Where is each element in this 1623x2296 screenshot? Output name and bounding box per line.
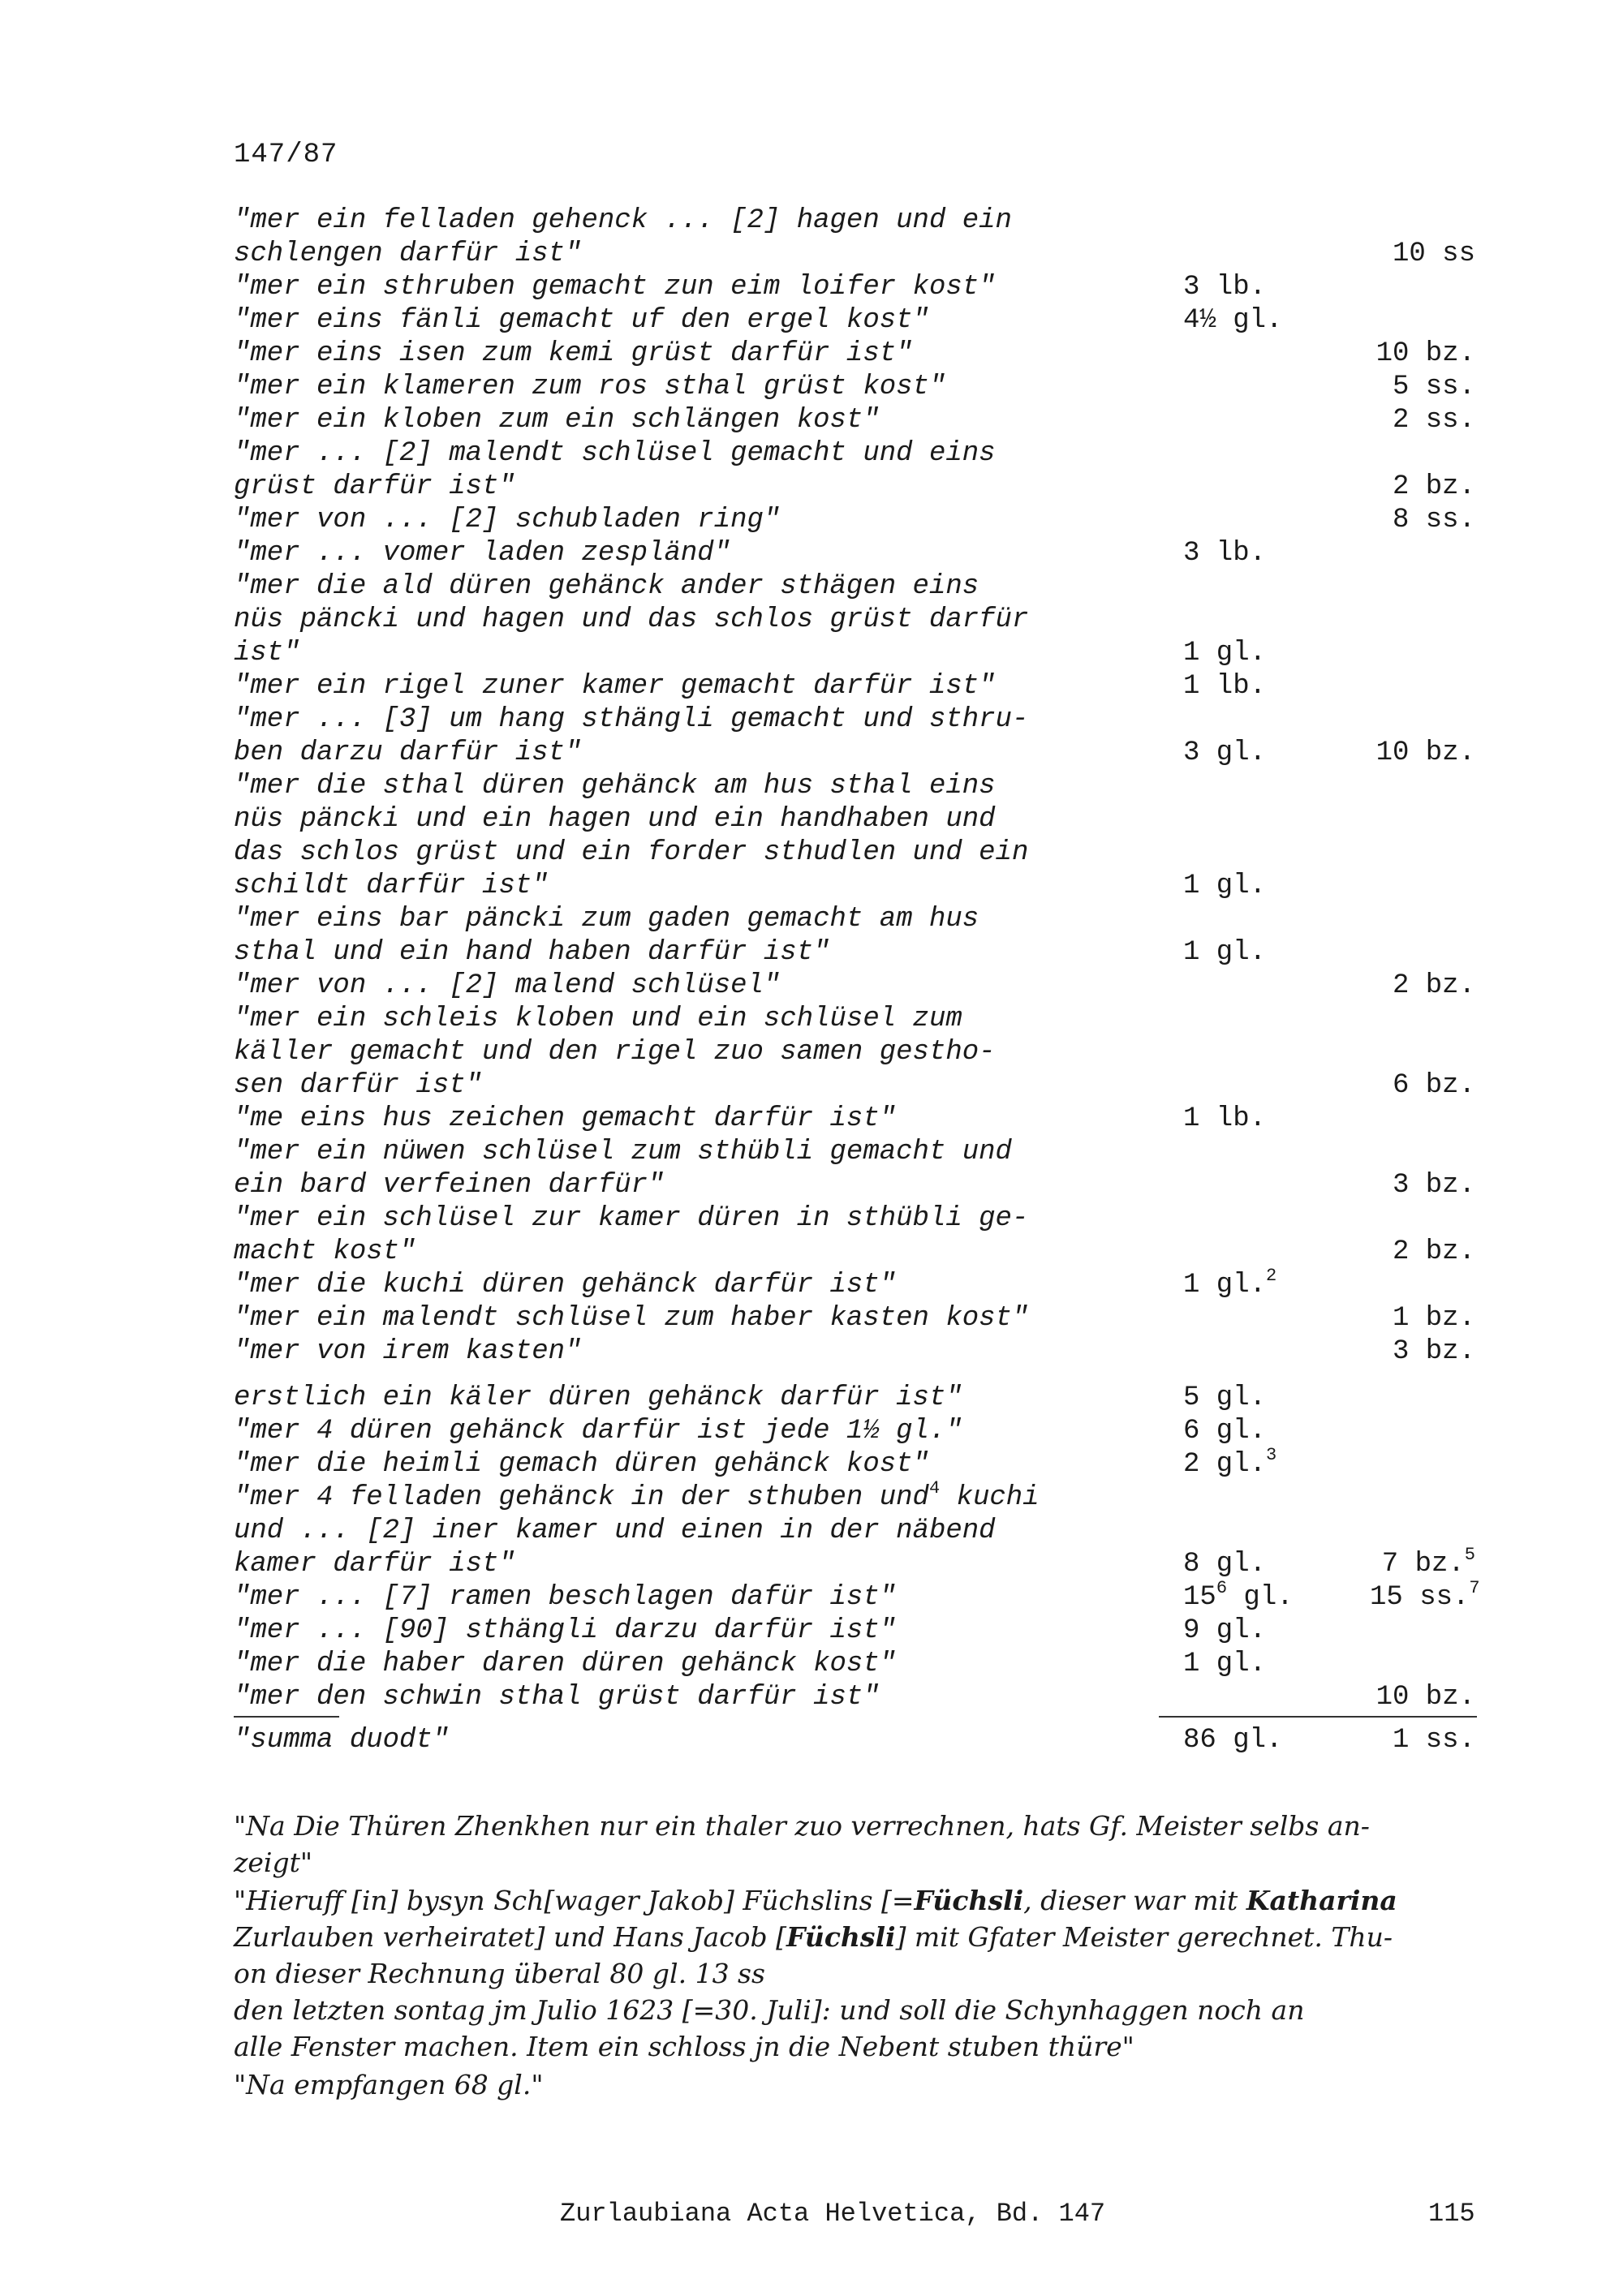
ledger-row: [234, 1445, 1475, 1481]
entry-text: schildt darfür ist": [234, 871, 549, 901]
ledger-row: [234, 1382, 1475, 1415]
ledger-row: [234, 1302, 1475, 1335]
ledger-row: [234, 1545, 1475, 1581]
footnote-marker: 6: [1216, 1578, 1228, 1598]
entry-text: käller gemacht und den rigel zuo samen gestho-: [234, 1037, 996, 1068]
ledger-row: [234, 1578, 1480, 1615]
entry-amount: 1 gl.: [1183, 937, 1267, 968]
ledger-row: [234, 271, 1475, 304]
entry-text: "mer die heimli gemach düren gehänck kost": [234, 1449, 929, 1480]
ledger-row: [234, 570, 1475, 604]
entry-small-amount: 10 bz.: [1375, 737, 1475, 768]
entry-text: schlengen darfür ist": [234, 239, 582, 269]
footnote-marker: 2: [1266, 1266, 1277, 1286]
entry-text: "mer ... [2] malendt schlüsel gemacht und eins: [234, 438, 996, 469]
entry-small-amount: 15 ss.$^7$: [1370, 1578, 1480, 1613]
sum-label: "summa duodt": [234, 1725, 450, 1756]
ledger-row: [234, 1036, 1475, 1069]
entry-text: "mer die ald düren gehänck ander sthägen eins: [234, 571, 979, 602]
entry-text: sthal und ein hand haben darfür ist": [234, 937, 830, 968]
ledger-row: [234, 338, 1475, 371]
ledger-row: [234, 471, 1475, 504]
sum-small-amount: 1 ss.: [1392, 1725, 1475, 1756]
entry-text: ein bard verfeinen darfür": [234, 1170, 665, 1201]
entry-amount: 3 lb.: [1183, 272, 1267, 303]
ledger-row: [234, 1335, 1475, 1369]
footnote-marker: 3: [1266, 1445, 1277, 1465]
ledger-row: [234, 836, 1475, 870]
ledger-row: [234, 504, 1475, 537]
ledger-row: [234, 936, 1475, 970]
ledger-row: [234, 1478, 1475, 1515]
ledger-row: [234, 970, 1475, 1003]
ledger-row: [234, 903, 1475, 936]
entry-small-amount: 5 ss.: [1392, 372, 1475, 402]
entry-small-amount: 3 bz.: [1392, 1170, 1475, 1201]
entry-small-amount: 2 bz.: [1392, 1236, 1475, 1267]
ledger-row: [234, 1069, 1475, 1103]
entry-text: "mer ein klameren zum ros sthal grüst kost": [234, 372, 946, 402]
entry-amount: 1 lb.: [1183, 1103, 1267, 1134]
entry-small-amount: 2 ss.: [1392, 405, 1475, 436]
journal-footer: Zurlaubiana Acta Helvetica, Bd. 147: [560, 2199, 1106, 2229]
entry-small-amount: 10 bz.: [1375, 338, 1475, 369]
entry-text: "mer eins fänli gemacht uf den ergel kost": [234, 305, 929, 336]
ledger-row: [234, 1136, 1475, 1169]
entry-small-amount: 7 bz.$^5$: [1381, 1545, 1475, 1580]
sum-amount: 86 gl.: [1183, 1725, 1283, 1756]
entry-text: "mer ... [7] ramen beschlagen dafür ist": [234, 1582, 897, 1613]
ledger-row: [234, 737, 1475, 770]
ledger-row: [234, 1236, 1475, 1269]
entry-small-amount: 10 ss: [1392, 239, 1475, 269]
ledger-row: [234, 371, 1475, 404]
entry-text: erstlich ein käler düren gehänck darfür ist": [234, 1382, 962, 1413]
entry-text: "mer von ... [2] schubladen ring": [234, 505, 781, 535]
entry-amount: $15^6$ gl.: [1183, 1578, 1294, 1613]
ledger-row: [234, 304, 1475, 338]
entry-text: "mer ein schleis kloben und ein schlüsel zum: [234, 1004, 962, 1034]
sum-line: [1159, 1716, 1477, 1718]
entry-text: "mer ein schlüsel zur kamer düren in sthübli ge-: [234, 1203, 1029, 1234]
underline-left: [234, 1716, 339, 1718]
footnote-marker: 5: [1464, 1545, 1475, 1565]
entry-text: und ... [2] iner kamer und einen in der näbend: [234, 1516, 996, 1546]
entry-amount: 5 gl.: [1183, 1382, 1267, 1413]
ledger-row: [234, 1103, 1475, 1136]
entry-amount: 3 lb.: [1183, 538, 1267, 569]
ledger-row: [234, 1003, 1475, 1036]
entry-text: kamer darfür ist": [234, 1549, 515, 1580]
entry-text: "mer ein rigel zuner kamer gemacht darfür ist": [234, 671, 996, 702]
page-reference: 147/87: [234, 140, 338, 170]
entry-amount: 1 gl.: [1183, 871, 1267, 901]
footnote-marker: 4: [928, 1478, 941, 1498]
ledger-row: [234, 670, 1475, 703]
entry-text: "mer ein malendt schlüsel zum haber kasten kost": [234, 1303, 1029, 1334]
entry-text: das schlos grüst und ein forder sthudlen und ein: [234, 837, 1029, 868]
entry-text: ist": [234, 638, 300, 669]
entry-text: "mer ein sthruben gemacht zun eim loifer kost": [234, 272, 996, 303]
entry-text: "mer ein kloben zum ein schlängen kost": [234, 405, 880, 436]
entry-amount: 1 gl.: [1183, 1649, 1267, 1679]
ledger-row: [234, 1681, 1475, 1714]
rule-wrap: [234, 1714, 1475, 1724]
entry-small-amount: 3 bz.: [1392, 1336, 1475, 1367]
ledger-row: [234, 637, 1475, 670]
entry-text: "mer ein nüwen schlüsel zum sthübli gemacht und: [234, 1137, 1012, 1167]
ledger-row: [234, 870, 1475, 903]
entry-text: macht kost": [234, 1236, 416, 1267]
ledger-row: [234, 1515, 1475, 1548]
entry-text: "me eins hus zeichen gemacht darfür ist": [234, 1103, 897, 1134]
ledger-entries: [234, 204, 1480, 1757]
entry-amount: 3 gl.: [1183, 737, 1267, 768]
entry-small-amount: 2 bz.: [1392, 471, 1475, 502]
page-number: 115: [1428, 2199, 1475, 2229]
sum-row: [234, 1724, 1475, 1757]
ledger-row: [234, 1648, 1475, 1681]
entry-amount: 8 gl.: [1183, 1549, 1267, 1580]
entry-text: "mer eins bar päncki zum gaden gemacht am hus: [234, 904, 979, 935]
entry-text: sen darfür ist": [234, 1070, 483, 1101]
entry-small-amount: 10 bz.: [1375, 1682, 1475, 1713]
entry-amount: 1 gl.$^2$: [1183, 1266, 1277, 1301]
entry-text: "mer die haber daren düren gehänck kost": [234, 1649, 897, 1679]
section-gap: [234, 1369, 1475, 1382]
entry-text: "mer 4 felladen gehänck in der sthuben und$^4$ kuchi: [234, 1478, 1040, 1513]
entry-small-amount: 2 bz.: [1392, 970, 1475, 1001]
ledger-row: [234, 803, 1475, 836]
ledger-row: [234, 770, 1475, 803]
entry-amount: 1 gl.: [1183, 638, 1267, 669]
note-line: "Na Die Thüren Zhenkhen nur ein thaler zuo verrechnen, hats Gf. Meister selbs an- zeigt": [234, 1810, 1370, 1878]
ledger-row: [234, 1615, 1475, 1648]
entry-text: nüs päncki und ein hagen und ein handhaben und: [234, 804, 996, 835]
note-line: "Na empfangen 68 gl.": [234, 2069, 544, 2100]
entry-text: ben darzu darfür ist": [234, 737, 582, 768]
entry-small-amount: 8 ss.: [1392, 505, 1475, 535]
ledger-row: [234, 604, 1475, 637]
ledger-row: [234, 404, 1475, 437]
entry-amount: 6 gl.: [1183, 1416, 1267, 1447]
ledger-row: [234, 1169, 1475, 1202]
ledger-row: [234, 537, 1475, 570]
entry-amount: 2 gl.$^3$: [1183, 1445, 1277, 1480]
entry-text: "mer den schwin sthal grüst darfür ist": [234, 1682, 880, 1713]
entry-text: "mer ... [90] sthängli darzu darfür ist": [234, 1615, 897, 1646]
footnote-marker: 7: [1469, 1578, 1480, 1598]
entry-text: "mer ... [3] um hang sthängli gemacht und sthru-: [234, 704, 1029, 735]
entry-small-amount: 6 bz.: [1392, 1070, 1475, 1101]
ledger-row: [234, 1202, 1475, 1236]
note-line: "Hieruff [in] bysyn Sch[wager Jakob] Füchslins [=Füchsli, dieser war mit Katharina Zurlauben verheiratet] und Hans Jacob [Füchsli] mit Gfater Meister gerechnet. Thu- on dieser Rechnung überal 80 gl. 13 ss den letzten sontag jm Julio 1623 [=30. Juli]: und soll die Schynhaggen noch an alle Fenster machen. Item ein schloss jn die Nebent stuben thüre": [234, 1885, 1397, 2062]
ledger-row: [234, 1415, 1475, 1448]
ledger-row: [234, 437, 1475, 471]
entry-small-amount: 1 bz.: [1392, 1303, 1475, 1334]
entry-amount: 1 lb.: [1183, 671, 1267, 702]
entry-amount: 4½ gl.: [1183, 305, 1283, 336]
ledger-row: [234, 1266, 1475, 1302]
entry-text: "mer die kuchi düren gehänck darfür ist": [234, 1270, 897, 1301]
ledger-row: [234, 703, 1475, 737]
entry-amount: 9 gl.: [1183, 1615, 1267, 1646]
entry-text: grüst darfür ist": [234, 471, 515, 502]
annotation-notes: [234, 1808, 1483, 2105]
entry-text: "mer von ... [2] malend schlüsel": [234, 970, 781, 1001]
entry-text: "mer ... vomer laden zespländ": [234, 538, 731, 569]
entry-text: "mer 4 düren gehänck darfür ist jede 1½ gl.": [234, 1416, 962, 1447]
ledger-row: [234, 204, 1475, 238]
entry-text: nüs päncki und hagen und das schlos grüst darfür: [234, 604, 1029, 635]
entry-text: "mer ein felladen gehenck ... [2] hagen und ein: [234, 205, 1012, 236]
entry-text: "mer die sthal düren gehänck am hus sthal eins: [234, 771, 996, 802]
entry-text: "mer eins isen zum kemi grüst darfür ist": [234, 338, 913, 369]
ledger-row: [234, 238, 1475, 271]
entry-text: "mer von irem kasten": [234, 1336, 582, 1367]
